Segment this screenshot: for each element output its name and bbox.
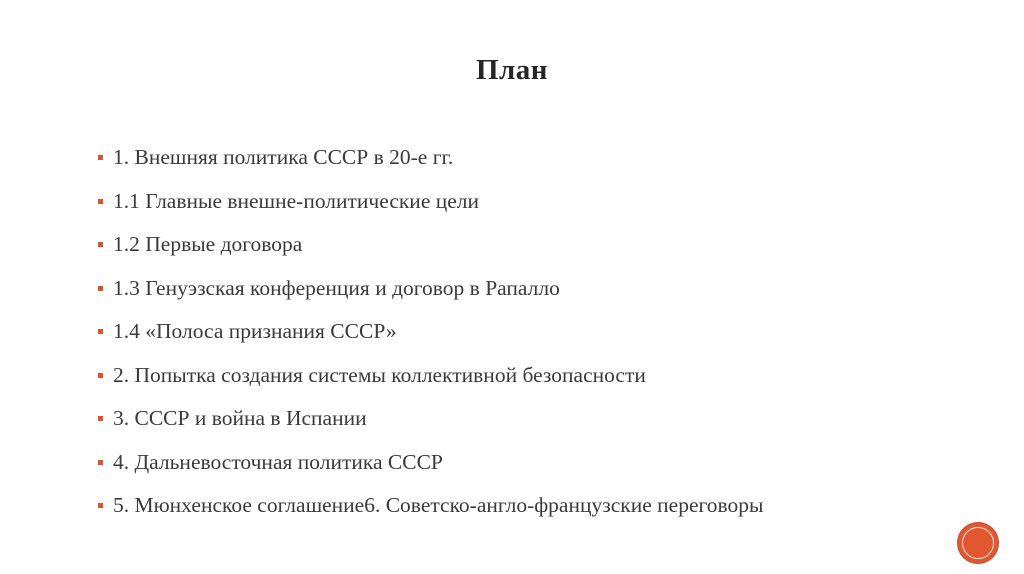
list-item-text: 1.3 Генуэзская конференция и договор в Рапалло	[113, 275, 560, 300]
list-item-text: 1. Внешняя политика СССР в 20-е гг.	[113, 145, 454, 170]
list-item	[98, 180, 763, 224]
list-item-text: 1.1 Главные внешне-политические цели	[113, 188, 480, 213]
bullet-icon	[98, 199, 103, 204]
list-item-text: 4. Дальневосточная политика СССР	[113, 449, 443, 474]
list-item	[98, 484, 763, 528]
bullet-icon	[98, 373, 103, 378]
bullet-icon	[98, 416, 103, 421]
list-item-text: 2. Попытка создания системы коллективной безопасности	[113, 362, 646, 387]
plan-list	[98, 136, 763, 528]
bullet-icon	[98, 460, 103, 465]
list-item	[98, 223, 763, 267]
list-item-text: 3. СССР и война в Испании	[113, 406, 367, 431]
slide-title: План	[475, 54, 549, 86]
list-item	[98, 441, 763, 485]
list-item-text: 1.2 Первые договора	[113, 232, 303, 257]
list-item	[98, 310, 763, 354]
list-item	[98, 354, 763, 398]
list-item	[98, 136, 763, 180]
bullet-icon	[98, 155, 103, 160]
bullet-icon	[98, 242, 103, 247]
decorative-circle-icon	[958, 523, 998, 563]
list-item	[98, 397, 763, 441]
bullet-icon	[98, 329, 103, 334]
list-item-text: 1.4 «Полоса признания СССР»	[113, 319, 397, 344]
list-item-text: 5. Мюнхенское соглашение6. Советско-англо-французские переговоры	[113, 493, 764, 518]
bullet-icon	[98, 503, 103, 508]
list-item	[98, 267, 763, 311]
bullet-icon	[98, 286, 103, 291]
